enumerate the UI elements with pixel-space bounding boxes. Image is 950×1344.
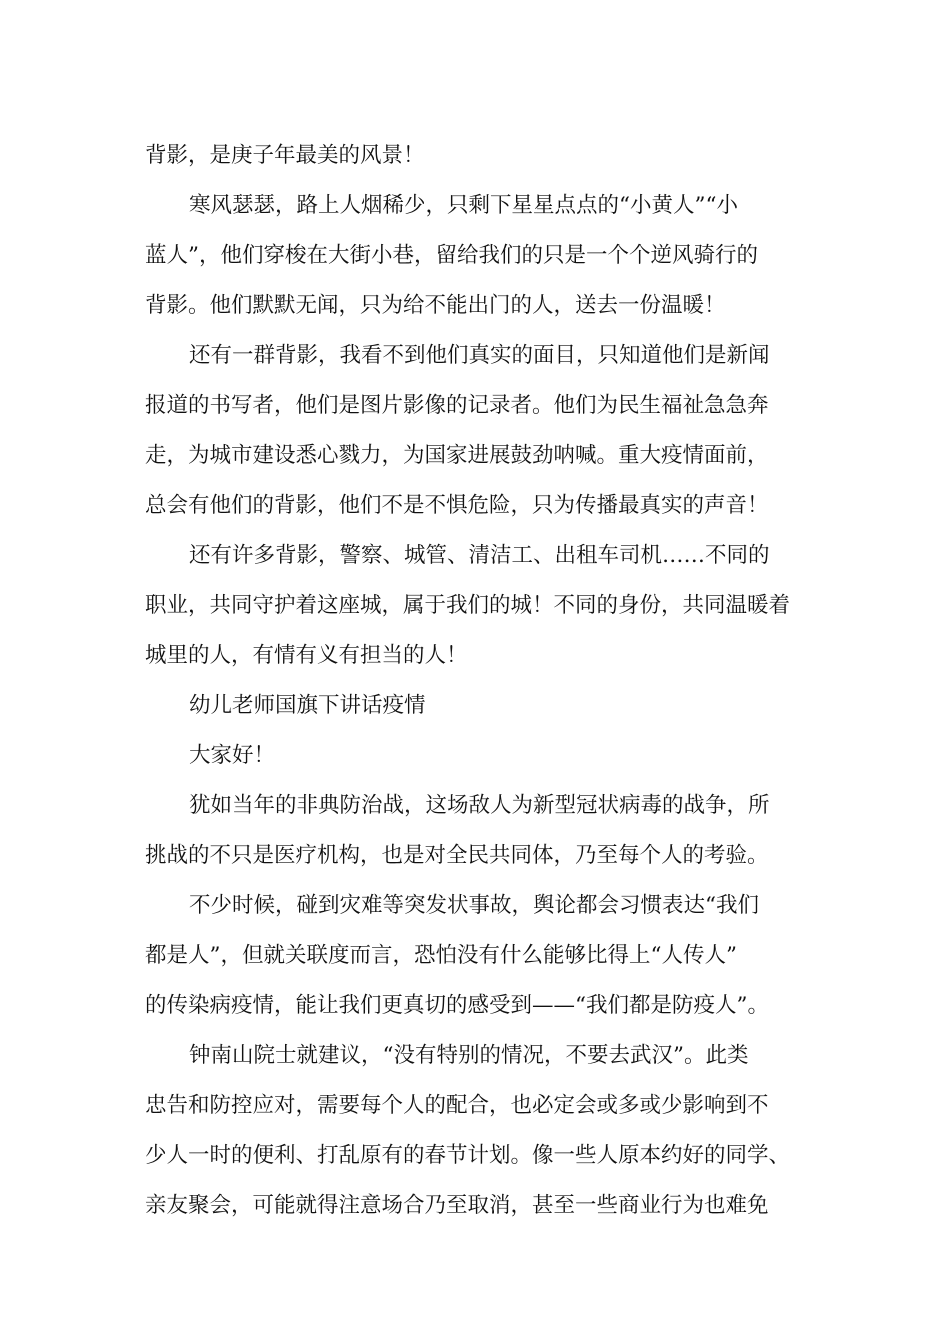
text-line: 钟南山院士就建议，“没有特别的情况，不要去武汉”。此类 [189, 1043, 749, 1068]
text-line: 少人一时的便利、打乱原有的春节计划。像一些人原本约好的同学、 [145, 1143, 791, 1168]
text-line: 报道的书写者，他们是图片影像的记录者。他们为民生福祉急急奔 [145, 393, 769, 418]
text-line: 还有一群背影，我看不到他们真实的面目，只知道他们是新闻 [189, 343, 770, 368]
text-line: 亲友聚会，可能就得注意场合乃至取消，甚至一些商业行为也难免 [145, 1193, 769, 1218]
text-line: 背影，是庚子年最美的风景！ [145, 143, 425, 168]
text-line: 城里的人，有情有义有担当的人！ [145, 643, 468, 668]
text-line: 犹如当年的非典防治战，这场敌人为新型冠状病毒的战争，所 [189, 793, 770, 818]
section-title: 幼儿老师国旗下讲话疫情 [189, 693, 426, 718]
text-line: 忠告和防控应对，需要每个人的配合，也必定会或多或少影响到不 [145, 1093, 769, 1118]
text-line: 背影。他们默默无闻，只为给不能出门的人，送去一份温暖！ [145, 293, 726, 318]
text-line: 蓝人”，他们穿梭在大街小巷，留给我们的只是一个个逆风骑行的 [145, 243, 758, 268]
text-line: 还有许多背影，警察、城管、清洁工、出租车司机……不同的 [189, 543, 770, 568]
text-line: 的传染病疫情，能让我们更真切的感受到——“我们都是防疫人”。 [145, 993, 769, 1018]
text-line: 寒风瑟瑟，路上人烟稀少，只剩下星星点点的“小黄人”“小 [189, 193, 738, 218]
text-line: 职业，共同守护着这座城，属于我们的城！不同的身份，共同温暖着 [145, 593, 791, 618]
text-line: 挑战的不只是医疗机构，也是对全民共同体，乃至每个人的考验。 [145, 843, 769, 868]
document-body [145, 131, 805, 1231]
greeting: 大家好！ [189, 743, 276, 768]
text-line: 走，为城市建设悉心戮力，为国家进展鼓劲呐喊。重大疫情面前， [145, 443, 769, 468]
text-line: 总会有他们的背影，他们不是不惧危险，只为传播最真实的声音！ [145, 493, 769, 518]
text-line: 都是人”，但就关联度而言，恐怕没有什么能够比得上“人传人” [145, 943, 737, 968]
text-line: 不少时候，碰到灾难等突发状事故，舆论都会习惯表达“我们 [189, 893, 759, 918]
